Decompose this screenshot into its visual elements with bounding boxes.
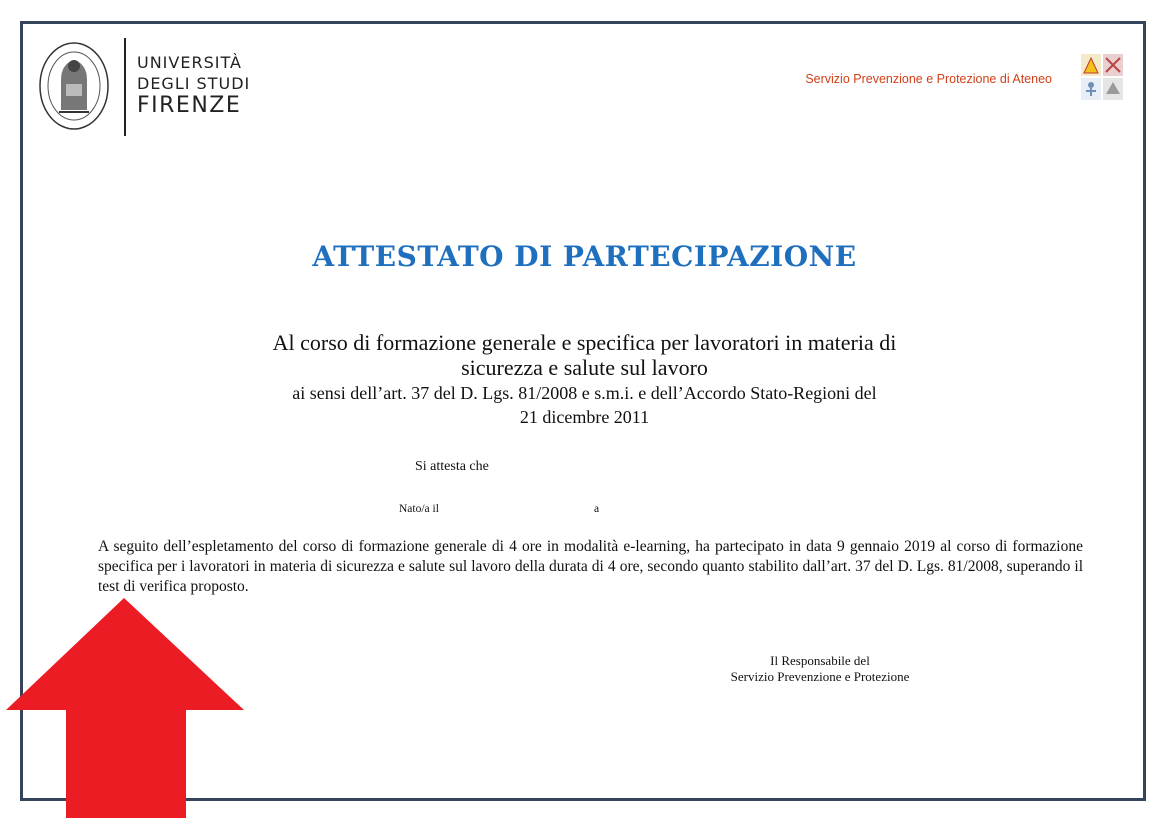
course-description: [150, 330, 1019, 428]
university-name-line3: FIRENZE: [137, 93, 242, 118]
course-line-1: Al corso di formazione generale e specifica per lavoratori in materia di: [272, 330, 897, 355]
university-logo-text: [137, 52, 250, 118]
university-name-line1: UNIVERSITÀ: [137, 53, 242, 72]
signature-block: [690, 653, 950, 685]
born-date-label: Nato/a il: [399, 503, 439, 515]
safety-pictograms-icon: [1081, 54, 1123, 100]
university-name-line2: DEGLI STUDI: [137, 74, 251, 93]
signature-line-1: Il Responsabile del: [770, 653, 870, 668]
service-name: Servizio Prevenzione e Protezione di Ateneo: [805, 72, 1052, 86]
course-line-3: ai sensi dell’art. 37 del D. Lgs. 81/2008 e s.m.i. e dell’Accordo Stato-Regioni del: [292, 383, 877, 403]
attest-label: Si attesta che: [415, 459, 489, 474]
certificate-title: ATTESTATO DI PARTECIPAZIONE: [312, 240, 857, 273]
course-line-2: sicurezza e salute sul lavoro: [461, 355, 708, 380]
university-seal-icon: [37, 40, 111, 132]
certificate-body: A seguito dell’espletamento del corso di formazione generale di 4 ore in modalità e-learning, ha partecipato in data 9 gennaio 2019 al corso di formazione specifica per i lavoratori in materia di sicurezza e salute sul lavoro della durata di 4 ore, secondo quanto stabilito dall’art. 37 del D. Lgs. 81/2008, superando il test di verifica proposto.: [98, 538, 1083, 595]
up-arrow-icon: [6, 598, 246, 818]
course-line-4: 21 dicembre 2011: [519, 407, 650, 427]
up-arrow-shape: [6, 598, 244, 818]
logo-divider: [124, 38, 126, 136]
born-place-label: a: [594, 503, 600, 515]
signature-line-2: Servizio Prevenzione e Protezione: [730, 669, 910, 684]
